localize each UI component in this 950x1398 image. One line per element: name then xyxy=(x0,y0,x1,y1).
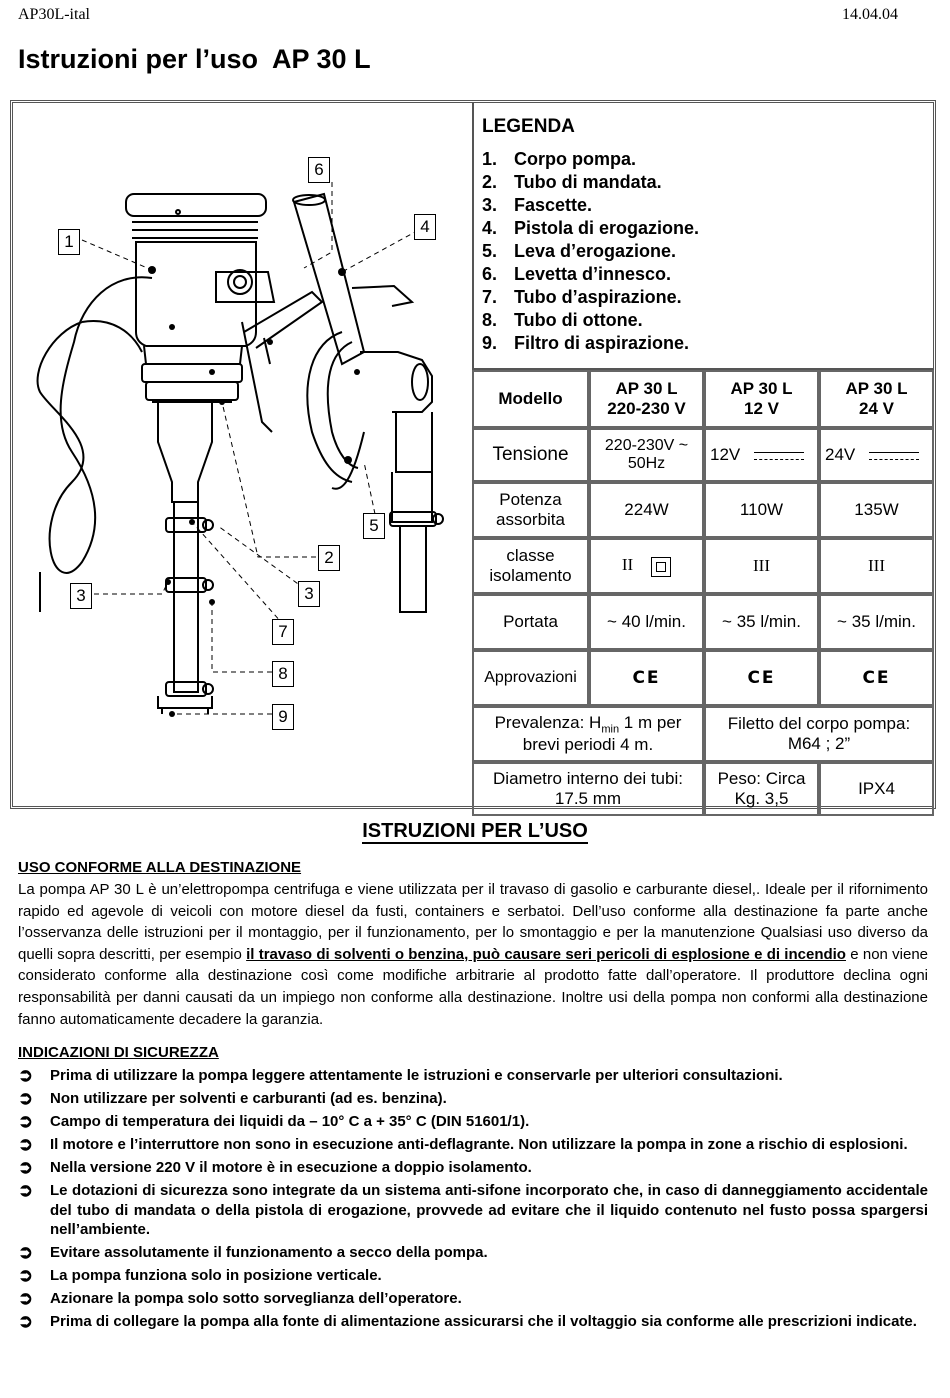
arrow-bullet-icon: ➲ xyxy=(18,1311,34,1331)
class-value: II xyxy=(589,538,704,594)
callout-9: 9 xyxy=(272,704,294,730)
arrow-bullet-icon: ➲ xyxy=(18,1288,34,1308)
legend-box xyxy=(472,102,934,370)
arrow-bullet-icon: ➲ xyxy=(18,1157,34,1177)
voltage-12v: 12V xyxy=(704,428,819,482)
list-item: ➲ Azionare la pompa solo sotto sorveglianza dell’operatore. xyxy=(18,1288,462,1308)
class-value: III xyxy=(704,538,819,594)
callout-8: 8 xyxy=(272,661,294,687)
flow-label: Portata xyxy=(472,594,589,650)
voltage-24v: 24V xyxy=(819,428,934,482)
flow-value: ~ 40 l/min. xyxy=(589,594,704,650)
safety-heading: INDICAZIONI DI SICUREZZA xyxy=(18,1044,219,1061)
spec-table xyxy=(472,370,934,816)
arrow-bullet-icon: ➲ xyxy=(18,1180,34,1200)
document-date: 14.04.04 xyxy=(842,6,898,23)
list-item: ➲ Nella versione 220 V il motore è in esecuzione a doppio isolamento. xyxy=(18,1157,532,1177)
weight-spec: Peso: Circa Kg. 3,5 xyxy=(704,762,819,816)
list-item: ➲ Evitare assolutamente il funzionamento a secco della pompa. xyxy=(18,1242,488,1262)
legend-item: 2. Tubo di mandata. xyxy=(482,172,662,192)
ce-mark-icon: CE xyxy=(704,650,819,706)
class-label: classe isolamento xyxy=(472,538,589,594)
arrow-bullet-icon: ➲ xyxy=(18,1265,34,1285)
ce-mark-icon: CE xyxy=(589,650,704,706)
ce-mark-icon: CE xyxy=(819,650,934,706)
power-value: 110W xyxy=(704,482,819,538)
callout-3-left: 3 xyxy=(70,583,92,609)
callout-2: 2 xyxy=(318,545,340,571)
legend-heading: LEGENDA xyxy=(482,116,575,137)
page-title: Istruzioni per l’uso AP 30 L xyxy=(18,44,371,74)
voltage-ac: 220-230V ~ 50Hz xyxy=(589,428,704,482)
model-12: AP 30 L 12 V xyxy=(704,370,819,428)
legend-item: 7. Tubo d’aspirazione. xyxy=(482,287,682,307)
double-insulation-icon xyxy=(651,557,671,577)
callout-3-right: 3 xyxy=(298,581,320,607)
ip-rating: IPX4 xyxy=(819,762,934,816)
arrow-bullet-icon: ➲ xyxy=(18,1134,34,1154)
model-24: AP 30 L 24 V xyxy=(819,370,934,428)
list-item: ➲ Prima di collegare la pompa alla fonte di alimentazione assicurarsi che il voltaggio sia conforme alle prescrizioni indicate. xyxy=(18,1311,917,1331)
section-title: ISTRUZIONI PER L’USO xyxy=(362,820,588,842)
power-label: Potenza assorbita xyxy=(472,482,589,538)
list-item: ➲ Le dotazioni di sicurezza sono integrate da un sistema anti-sifone incorporato che, in caso di danneggiamento accidentale del tubo di mandata o della pistola di erogazione, provvede ad evitare che il liquido contenuto nel fusto possa spargersi nell’ambiente. xyxy=(18,1180,928,1238)
document-code: AP30L-ital xyxy=(18,6,90,23)
legend-item: 3. Fascette. xyxy=(482,195,593,215)
thread-spec: Filetto del corpo pompa: M64 ; 2” xyxy=(704,706,934,762)
list-item: ➲ Campo di temperatura dei liquidi da – 10° C a + 35° C (DIN 51601/1). xyxy=(18,1111,530,1131)
legend-item: 6. Levetta d’innesco. xyxy=(482,264,672,284)
legend-list xyxy=(482,148,699,355)
list-item: ➲ La pompa funziona solo in posizione verticale. xyxy=(18,1265,382,1285)
list-item: ➲ Non utilizzare per solventi e carburanti (ad es. benzina). xyxy=(18,1088,447,1108)
table-row xyxy=(472,762,934,816)
arrow-bullet-icon: ➲ xyxy=(18,1065,34,1085)
voltage-label: Tensione xyxy=(472,428,589,482)
table-row xyxy=(472,706,934,762)
model-label: Modello xyxy=(472,370,589,428)
callout-4: 4 xyxy=(414,214,436,240)
legend-item: 5. Leva d’erogazione. xyxy=(482,241,677,261)
head-spec: Prevalenza: $H_{min}$ 1 m per brevi periodi 4 m. xyxy=(472,706,704,762)
callout-7: 7 xyxy=(272,619,294,645)
usage-heading: USO CONFORME ALLA DESTINAZIONE xyxy=(18,859,302,876)
usage-paragraph: La pompa AP 30 L è un’elettropompa centrifuga e viene utilizzata per il travaso di gasolio e carburante diesel,. Ideale per il rifornimento rapido ed agevole di veicoli con motore diesel da fusti, containers e serbatoi. Dell’uso conforme alla destinazione fa parte anche l’osservanza delle istruzioni per il montaggio, per il funzionamento, per lo smontaggio e per la manutenzione Qualsiasi uso diverso da quelli sopra descritti, per esempio il travaso di solventi o benzina, può causare seri pericoli di esplosione e di incendio e non viene considerato conforme alla destinazione così come modifiche arbitrarie al prodotto fatte dall’operatore. Il produttore declina ogni responsabilità per danni causati da un impiego non conforme alla destinazione. Inoltre usi della pompa non conformi alla destinazione fanno automaticamente decadere la garanzia. xyxy=(18,881,929,1028)
pump-drawing xyxy=(12,102,470,807)
list-item: ➲ Prima di utilizzare la pompa leggere attentamente le istruzioni e conservarle per ulteriori consultazioni. xyxy=(18,1065,783,1085)
legend-item: 1. Corpo pompa. xyxy=(482,149,636,169)
callout-5: 5 xyxy=(363,513,385,539)
dc-symbol-icon xyxy=(754,452,804,460)
safety-list xyxy=(18,1066,928,1335)
table-row xyxy=(472,482,934,538)
flow-value: ~ 35 l/min. xyxy=(819,594,934,650)
arrow-bullet-icon: ➲ xyxy=(18,1111,34,1131)
flow-value: ~ 35 l/min. xyxy=(704,594,819,650)
approvals-label: Approvazioni xyxy=(472,650,589,706)
table-row xyxy=(472,428,934,482)
class-value: III xyxy=(819,538,934,594)
table-row xyxy=(472,594,934,650)
callout-1: 1 xyxy=(58,229,80,255)
table-row xyxy=(472,650,934,706)
callout-6: 6 xyxy=(308,157,330,183)
table-row xyxy=(472,538,934,594)
legend-item: 8. Tubo di ottone. xyxy=(482,310,643,330)
arrow-bullet-icon: ➲ xyxy=(18,1242,34,1262)
power-value: 224W xyxy=(589,482,704,538)
model-220: AP 30 L 220-230 V xyxy=(589,370,704,428)
power-value: 135W xyxy=(819,482,934,538)
arrow-bullet-icon: ➲ xyxy=(18,1088,34,1108)
dc-symbol-icon xyxy=(869,452,919,460)
diameter-spec: Diametro interno dei tubi: 17.5 mm xyxy=(472,762,704,816)
list-item: ➲ Il motore e l’interruttore non sono in esecuzione anti-deflagrante. Non utilizzare la pompa in zone a rischio di esplosioni. xyxy=(18,1134,908,1154)
legend-item: 9. Filtro di aspirazione. xyxy=(482,333,690,353)
legend-item: 4. Pistola di erogazione. xyxy=(482,218,700,238)
table-row xyxy=(472,370,934,428)
